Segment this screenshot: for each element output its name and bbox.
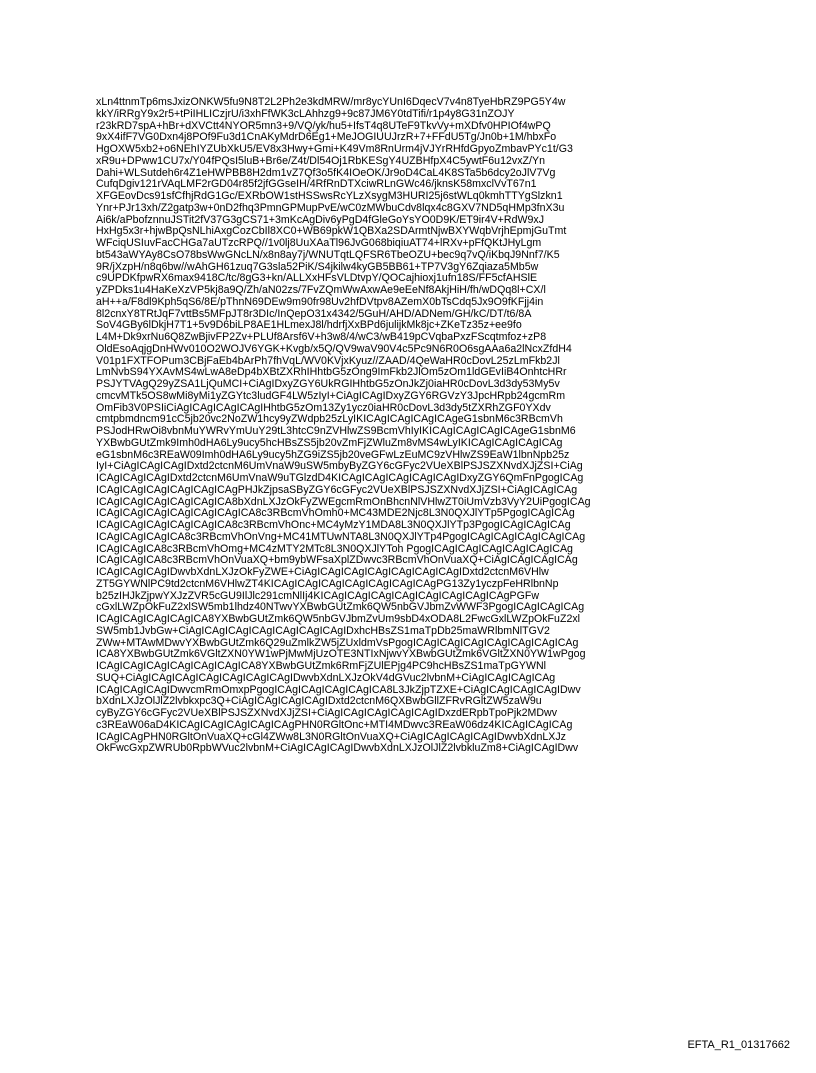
text-line: ICA8YXBwbGUtZmk6VGltZXN0YW1wPjMwMjUzOTE3NTIxNjwvYXBwbGUtZmk6VGltZXN0YW1wPgog	[96, 648, 586, 661]
text-line: xLn4ttnmTp6msJxizONKW5fu9N8T2L2Ph2e3kdMRW/mr8ycYUnI6DqecV7v4n8TyeHbRZ9PG5Y4w	[96, 97, 566, 108]
text-line: V01p1FXTFOPum3CBjFaEb4bArPh7fhVqL/WV0KVjxKyuz//ZAAD/4QeWaHR0cDovL25zLmFkb2Jl	[96, 354, 560, 367]
text-line: cmtpbmdncm91cC5jb20vc2NoZW1hcy9yZWdpb25zLyIKICAgICAgICAgICAgeG1sbnM6c3RBcmVh	[96, 413, 563, 426]
text-line: XFGEovDcs91sfCfhjRdG1Gc/EXRbOW1stHSSwsRcYLzXsygM3HURI25j6stWLq0kmhTTYgSlzkn1	[96, 190, 563, 202]
text-line: YXBwbGUtZmk9Imh0dHA6Ly9ucy5hcHBsZS5jb20vZmFjZWluZm8vMS4wLyIKICAgICAgICAgICAg	[96, 436, 563, 449]
text-line: LmNvbS94YXAvMS4wLwA8eDp4bXBtZXRhIHhtbG5zOng9ImFkb2JlOm5zOm1ldGEvIiB4OnhtcHRr	[96, 366, 567, 379]
text-line: ICAgICAgICA8c3RBcmVhOnVuaXQ+bm9ybWFsaXplZDwvc3RBcmVhOnVuaXQ+CiAgICAgICAgICAg	[96, 554, 578, 567]
bates-number: EFTA_R1_01317662	[687, 1039, 790, 1051]
text-line: ICAgICAgICAgICAgICAgICAgICA8YXBwbGUtZmk6RmFjZUlEPjg4PC9hcHBsZS1maTpGYWNl	[96, 660, 547, 672]
text-line: Dahi+WLSutdeh6r4Z1eHWPBB8H2dm1vZ7Qf3o5fK4IOeOK/Jr9oD4CaL4K8STa5b6dcy2oJlV7Vg	[96, 166, 556, 179]
text-line: ICAgICAgICAgICA8c3RBcmVhOnVng+MC41MTUwNTA8L3N0QXJlYTp4PgogICAgICAgICAgICAgICAg	[96, 530, 586, 543]
text-line: L4M+Dk9xrNu6Q8ZwBjivFP2Zv+PLUf8Arsf6V+h3w8/4/wC3/wB419pCVqbaPxzFScqtmfoz+zP8	[96, 331, 547, 343]
text-line: ICAgICAgICAgICAgICA8YXBwbGUtZmk6QW5nbGVJbmZvUm9sbD4xODA8L2FwcGxlLWZpOkFuZ2xl	[96, 613, 581, 625]
text-line: Ynr+PJr13xh/Z2gatp3w+0nD2fhq3PmnGPMupPvE/wC0zMWbuCdv8lqx4c8GXV7ND5qHMp3fnX3u	[96, 201, 565, 214]
text-line: ICAgICAgICAgIDxtd2ctcnM6UmVnaW9uTGlzdD4KICAgICAgICAgICAgICAgIDxyZGY6QmFnPgogICAg	[96, 472, 584, 484]
text-line: b25zIHJkZjpwYXJzZVR5cGU9IlJlc291cmNlIj4KICAgICAgICAgICAgICAgICAgICAgICAgPGFw	[96, 589, 540, 602]
text-line: HgOXW5xb2+o6NEhIYZUbXkU5/EV8x3Hwy+Gmi+K49Vm8RnUrm4jVJYrRHfdGpyoZmbavPYc1t/G3	[96, 143, 573, 155]
text-line: ICAgICAgICAgIDwvbXdnLXJzOkFyZWE+CiAgICAgICAgICAgICAgICAgICAgIDxtd2ctcnM6VHlw	[96, 566, 549, 578]
text-line: ICAgICAgICAgICAgICAgICA8c3RBcmVhOnc+MC4yMzY1MDA8L3N0QXJlYTp3PgogICAgICAgICAg	[96, 519, 571, 531]
text-line: CufqDgiv121rVAqLMF2rGD04r85f2jfGGseIH/4RfRnDTXciwRLnGWc46/jknsK58mxclVvT67n1	[96, 178, 537, 191]
text-line: yZPDks1u4HaKeXzVP5kj8a9Q/Zh/aN02zs/7FvZQmWwAxwAe9eEeNf8AkjHiH/fh/wDQq8l+CX/l	[96, 284, 546, 296]
text-line: ZT5GYWNlPC9td2ctcnM6VHlwZT4KICAgICAgICAgICAgICAgICAgICAgPG13Zy1yczpFeHRlbnNp	[96, 577, 559, 590]
text-line: SW5mb1JvbGw+CiAgICAgICAgICAgICAgICAgICAgIDxhcHBsZS1maTpDb25maWRlbmNlTGV2	[96, 624, 550, 637]
text-line: aH++a/F8dl9Kph5qS6/8E/pThnN69DEw9m90fr98Uv2hfDVtpv8AZemX0bTsCdq5Jx9O9fKFjj4in	[96, 295, 544, 308]
text-line: HxHg5x3r+hjwBpQsNLhiAxgCozCbIl8XC0+WB69pkW1QBXa2SDArmtNjwBXYWqbVrjhEpmjGuTmt	[96, 225, 567, 238]
text-line: OkFwcGxpZWRUb0RpbWVuc2lvbnM+CiAgICAgICAgIDwvbXdnLXJzOlJlZ2lvbkluZm8+CiAgICAgIDwv	[96, 742, 579, 755]
text-line: ICAgICAgICAgICAgICAgICAgICA8c3RBcmVhOmh0+MC43MDE2Njc8L3N0QXJlYTp5PgogICAgICAg	[96, 507, 575, 520]
text-line: SUQ+CiAgICAgICAgICAgICAgICAgICAgIDwvbXdnLXJzOkV4dGVuc2lvbnM+CiAgICAgICAgICAg	[96, 671, 556, 684]
text-line: eG1sbnM6c3REaW09Imh0dHA6Ly9ucy5hZG9iZS5jb20veGFwLzEuMC9zVHlwZS9EaW1lbnNpb25z	[96, 448, 570, 461]
text-line: OldEsoAqjgDnHWv010O2WOJV6YGK+Kvgb/x5Q/QV9waV90V4c5Pc9N6R0O6sgAAa6a2lNcxZfdH4	[96, 342, 572, 355]
text-line: PSJodHRwOi8vbnMuYWRvYmUuY29tL3htcC9nZVHlwZS9BcmVhIyIKICAgICAgICAgICAgeG1sbnM6	[96, 425, 576, 437]
text-line: Ai6k/aPbofznnuJSTit2fV37G3gCS71+3mKcAgDiv6yPgD4fGleGoYsYO0D9K/ET9ir4V+RdW9xJ	[96, 213, 545, 226]
text-line: c9UPDKfpwRX6max9418C/tc/8gG3+kn/ALLXxHFsVLDtvpY/QOCajhioxj1ufn18S/FF5cfAHSlE	[96, 272, 538, 285]
text-line: cyByZGY6cGFyc2VUeXBlPSJSZXNvdXJjZSI+CiAgICAgICAgICAgICAgIDxzdERpbTpoPjk2MDwv	[96, 707, 558, 719]
text-line: ICAgICAgPHN0RGltOnVuaXQ+cGl4ZWw8L3N0RGltOnVuaXQ+CiAgICAgICAgICAgIDwvbXdnLXJz	[96, 730, 566, 743]
text-line: c3REaW06aD4KICAgICAgICAgICAgICAgPHN0RGltOnc+MTI4MDwvc3REaW06dz4KICAgICAgICAg	[96, 718, 573, 731]
text-line: xR9u+DPww1CU7x/Y04fPQsI5luB+Br6e/Z4t/Dl54Oj1RbKESgY4UZBHfpX4C5ywtF6u12vxZ/Yn	[96, 154, 546, 167]
text-line: bXdnLXJzOlJlZ2lvbkxpc3Q+CiAgICAgICAgICAgIDxtd2ctcnM6QXBwbGllZFRvRGltZW5zaW9u	[96, 695, 542, 708]
text-line: PSJYTVAgQ29yZSA1LjQuMCI+CiAgIDxyZGY6UkRGIHhtbG5zOnJkZj0iaHR0cDovL3d3dy53My5v	[96, 378, 560, 390]
text-line: ICAgICAgICA8c3RBcmVhOmg+MC4zMTY2MTc8L3N0QXJlYToh PgogICAgICAgICAgICAgICAgICAg	[96, 542, 573, 555]
text-line: r23kRD7spA+hBr+dXVCtt4NYOR5mn3+9/VQ/yk/hu5+IfsT4q8UTeF9TkvVy+mXDfv0HPIOf4wPQ	[96, 119, 551, 132]
encoded-text-block	[96, 97, 716, 755]
text-line: cGxlLWZpOkFuZ2xlSW5mb1lhdz40NTwvYXBwbGUtZmk6QW5nbGVJbmZvWWF3PgogICAgICAgICAg	[96, 601, 585, 614]
text-line: ICAgICAgICAgICAgICAgICA8bXdnLXJzOkFyZWEgcmRmOnBhcnNlVHlwZT0iUmVzb3VyY2UiPgogICAg	[96, 495, 591, 508]
text-line: ICAgICAgICAgIDwvcmRmOmxpPgogICAgICAgICAgICAgICA8L3JkZjpTZXE+CiAgICAgICAgICAgIDwv	[96, 683, 581, 696]
text-line: bt543aWYAy8CsO78bsWwGNcLN/x8n8ay7j/WNUTqtLQFSR6TbeOZU+bec9q7vQ/iKbqJ9Nnf7/K5	[96, 248, 560, 261]
text-line: 9R/jXzpH/n8q6bw//wAhGH61zuq7G3sla52PiK/S4jkilw4kyGB5BB61+TP7V3gY6Zqiaza5Mb5w	[96, 260, 539, 273]
text-line: ICAgICAgICAgICAgICAgICAgPHJkZjpsaSByZGY6cGFyc2VUeXBlPSJSZXNvdXJjZSI+CiAgICAgICAg	[96, 483, 578, 496]
text-line: IyI+CiAgICAgICAgIDxtd2ctcnM6UmVnaW9uSW5mbyByZGY6cGFyc2VUeXBlPSJSZXNvdXJjZSI+CiAg	[96, 460, 583, 473]
text-line: 9xX4ifF7VG0Dxn4j8POf9Fu3d1CnAKyMdrD6Eg1+MeJOGIUUJrzR+7+FFdU5Tg/Jn0b+1M/hbxFo	[96, 131, 557, 144]
text-line: SoV4GBy6lDkjH7T1+5v9D6biLP8AE1HLmexJ8l/hdrfjXxBPd6julijkMk8jc+ZKeTz35z+ee9fo	[96, 319, 522, 332]
text-line: ZWw+MTAwMDwvYXBwbGUtZmk6Q29uZmlkZW5jZUxldmVsPgogICAgICAgICAgICAgICAgICAgICAg	[96, 636, 579, 649]
text-line: cmcvMTk5OS8wMi8yMi1yZGYtc3ludGF4LW5zIyI+CiAgICAgIDxyZGY6RGVzY3JpcHRpb24gcmRm	[96, 389, 566, 402]
text-line: WFciqUSIuvFacCHGa7aUTzcRPQ//1v0lj8UuXAaTl96JvG068biqiuAT74+lRXv+pFfQKtJHyLgm	[96, 237, 542, 249]
text-line: 8l2cnxY8TRtJqF7vttBs5MFpJT8r3DIc/InQepO31x4342/5GuH/AHD/ADNem/GH/kC/DT/t6/8A	[96, 307, 532, 320]
text-line: OmFib3V0PSIiCiAgICAgICAgICAgIHhtbG5zOm13Zy1ycz0iaHR0cDovL3d3dy5tZXRhZGF0YXdv	[96, 401, 551, 414]
text-line: kkY/iRRgY9x2r5+tPiIHLICzjrU/i3xhFfWK3cLAhhzg9+9c87JM6Y0tdTifi/r1p4y8G31nZOJY	[96, 107, 515, 120]
